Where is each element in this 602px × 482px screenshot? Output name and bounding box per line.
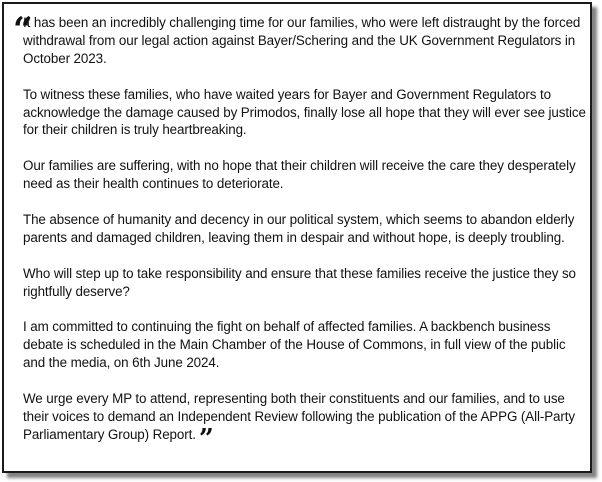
paragraph-5: Who will step up to take responsibility and ensure that these families receive the justice they so rightfully deserve? xyxy=(23,265,576,299)
quote-box xyxy=(2,2,592,473)
paragraph-7-text: We urge every MP to attend, representing both their constituents and our families, and to use their voices to demand an Independent Review following the publication of the APPG (All-Party Parliamentary Group) Report. xyxy=(23,390,575,442)
close-quote-mark: ” xyxy=(198,423,214,454)
open-quote-mark: “ xyxy=(13,10,33,50)
paragraph-4: The absence of humanity and decency in our political system, which seems to abandon elderly parents and damaged children, leaving them in despair and without hope, is deeply troubling. xyxy=(23,211,575,245)
quote-text xyxy=(23,14,589,454)
paragraph-3: Our families are suffering, with no hope that their children will receive the care they desperately need as their health continues to deteriorate. xyxy=(23,158,576,192)
paragraph-2: To witness these families, who have waited years for Bayer and Government Regulators to acknowledge the damage caused by Primodos, finally lose all hope that they will ever see justice for their children is truly heartbreaking. xyxy=(23,86,586,138)
paragraph-1: It has been an incredibly challenging time for our families, who were left distraught by the forced withdrawal from our legal action against Bayer/Schering and the UK Government Regulators in October 2023. xyxy=(23,15,581,66)
paragraph-7 xyxy=(23,390,589,454)
paragraph-6: I am committed to continuing the fight on behalf of affected families. A backbench business debate is scheduled in the Main Chamber of the House of Commons, in full view of the public and the media, on 6th June 2024. xyxy=(23,319,566,371)
